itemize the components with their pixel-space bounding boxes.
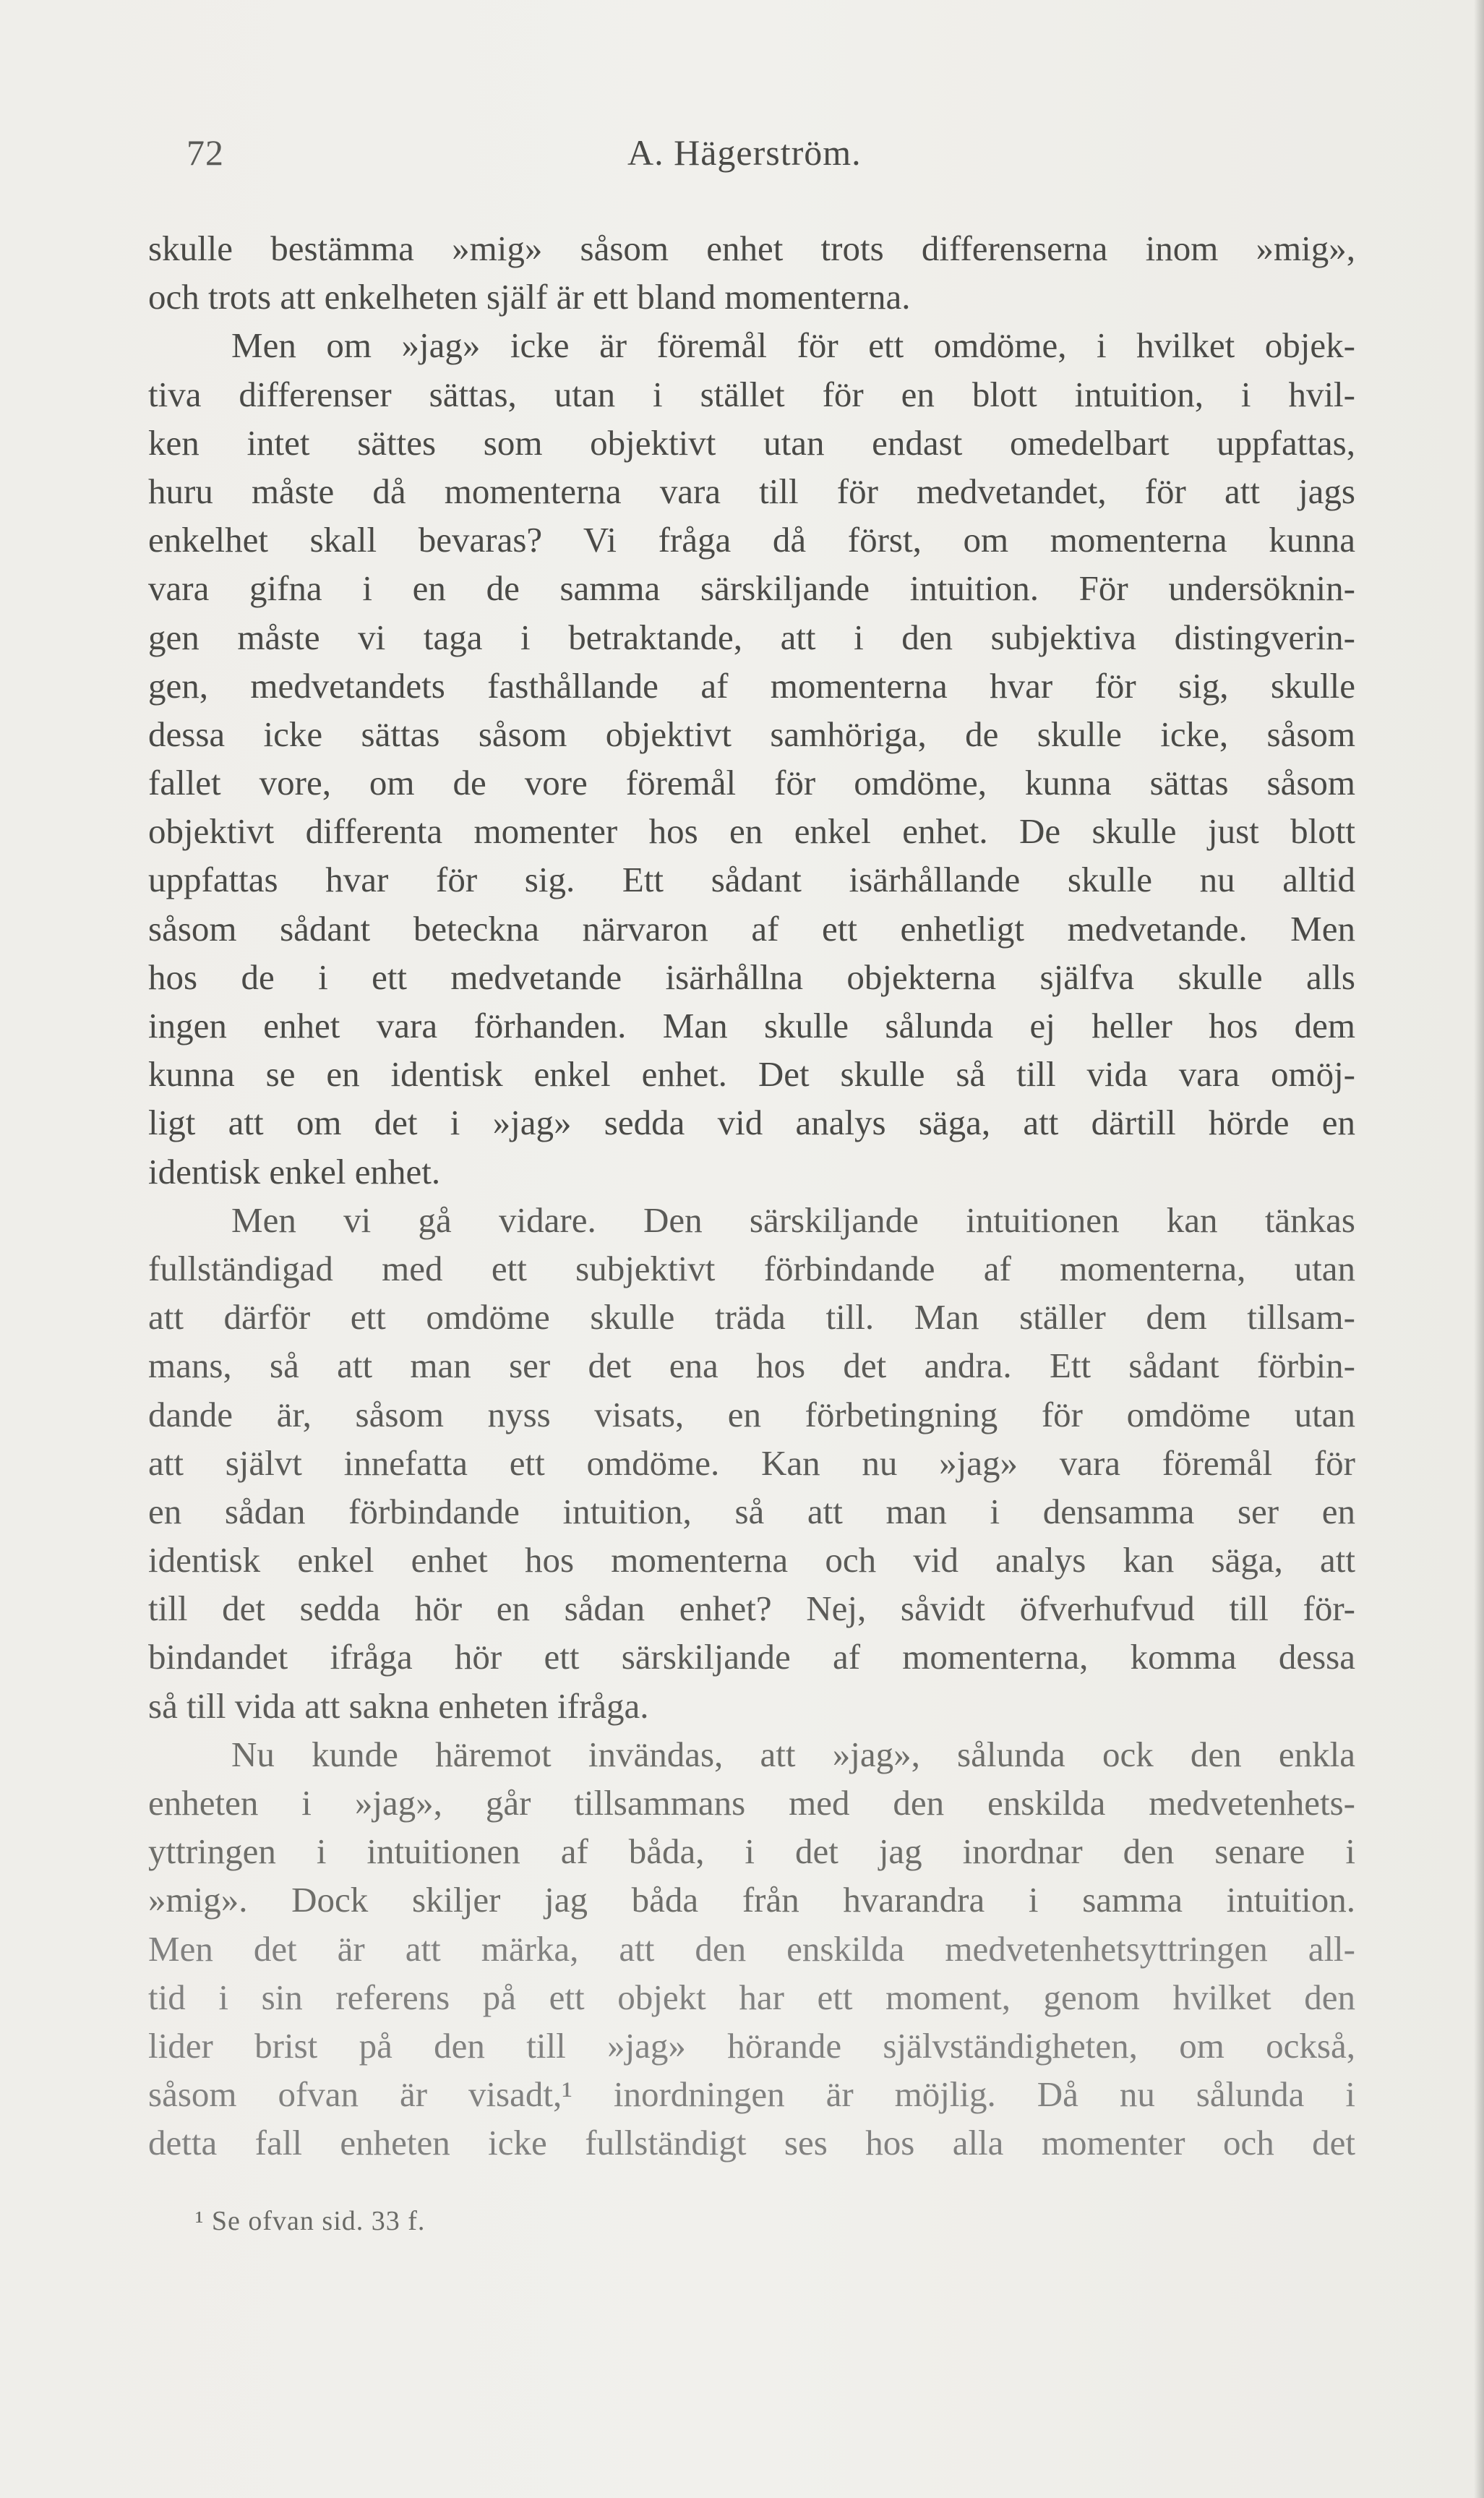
paragraph-first-line: Men vi gå vidare. Den särskiljande intuitionen kan tänkas <box>231 1199 1355 1240</box>
text-line: hos de i ett medvetande isärhållna objekterna själfva skulle alls <box>148 957 1355 997</box>
text-line: gen, medvetandets fasthållande af momenterna hvar för sig, skulle <box>148 665 1355 706</box>
text-line: såsom ofvan är visadt,¹ inordningen är möjlig. Då nu sålunda i <box>148 2074 1355 2115</box>
text-line: Men det är att märka, att den enskilda medvetenhetsyttringen all- <box>148 1928 1355 1969</box>
text-line: kunna se en identisk enkel enhet. Det skulle så till vida vara omöj- <box>148 1054 1355 1095</box>
text-line: tiva differenser sättas, utan i stället för en blott intuition, i hvil- <box>148 374 1355 414</box>
text-line: enkelhet skall bevaras? Vi fråga då först, om momenterna kunna <box>148 520 1355 560</box>
text-line: att självt innefatta ett omdöme. Kan nu »jag» vara föremål för <box>148 1442 1355 1483</box>
text-line: ken intet sättes som objektivt utan endast omedelbart uppfattas, <box>148 422 1355 463</box>
text-line: fullständigad med ett subjektivt förbindande af momenterna, utan <box>148 1248 1355 1288</box>
text-line: lider brist på den till »jag» hörande självständigheten, om också, <box>148 2025 1355 2066</box>
page-number: 72 <box>186 132 224 173</box>
text-line: ligt att om det i »jag» sedda vid analys säga, att därtill hörde en <box>148 1103 1355 1143</box>
text-line: dessa icke sättas såsom objektivt samhöriga, de skulle icke, såsom <box>148 714 1355 754</box>
text-line: enheten i »jag», går tillsammans med den enskilda medvetenhets- <box>148 1783 1355 1823</box>
text-line: gen måste vi taga i betraktande, att i den subjektiva distingverin- <box>148 617 1355 657</box>
text-line: bindandet ifråga hör ett särskiljande af momenterna, komma dessa <box>148 1637 1355 1677</box>
text-line: tid i sin referens på ett objekt har ett moment, genom hvilket den <box>148 1977 1355 2017</box>
text-line: och trots att enkelheten själf är ett bland momenterna. <box>148 277 911 317</box>
footnote: ¹ Se ofvan sid. 33 f. <box>195 2206 426 2236</box>
paragraph-first-line: Nu kunde häremot invändas, att »jag», sålunda ock den enkla <box>231 1734 1355 1774</box>
text-line: mans, så att man ser det ena hos det andra. Ett sådant förbin- <box>148 1346 1355 1386</box>
text-line: »mig». Dock skiljer jag båda från hvarandra i samma intuition. <box>148 1880 1355 1920</box>
text-line: skulle bestämma »mig» såsom enhet trots differenserna inom »mig», <box>148 228 1355 268</box>
text-line: fallet vore, om de vore föremål för omdöme, kunna sättas såsom <box>148 763 1355 803</box>
text-line: uppfattas hvar för sig. Ett sådant isärhållande skulle nu alltid <box>148 860 1355 900</box>
page-header <box>186 132 1358 182</box>
text-line: såsom sådant beteckna närvaron af ett enhetligt medvetande. Men <box>148 908 1355 949</box>
text-line: så till vida att sakna enheten ifråga. <box>148 1685 649 1726</box>
text-line: yttringen i intuitionen af båda, i det jag inordnar den senare i <box>148 1831 1355 1872</box>
text-line: en sådan förbindande intuition, så att man i densamma ser en <box>148 1491 1355 1531</box>
text-line: ingen enhet vara förhanden. Man skulle sålunda ej heller hos dem <box>148 1006 1355 1045</box>
text-line: att därför ett omdöme skulle träda till. Man ställer dem tillsam- <box>148 1297 1355 1338</box>
text-line: identisk enkel enhet. <box>148 1151 441 1192</box>
text-line: detta fall enheten icke fullständigt ses hos alla momenter och det <box>148 2123 1355 2163</box>
text-line: identisk enkel enhet hos momenterna och vid analys kan säga, att <box>148 1540 1355 1581</box>
text-line: vara gifna i en de samma särskiljande intuition. För undersöknin- <box>148 568 1355 609</box>
text-line: huru måste då momenterna vara till för medvetandet, för att jags <box>148 471 1355 511</box>
paragraph-first-line: Men om »jag» icke är föremål för ett omdöme, i hvilket objek- <box>231 325 1355 366</box>
page-edge-shadow <box>1474 0 1484 2498</box>
text-line: dande är, såsom nyss visats, en förbetingning för omdöme utan <box>148 1394 1355 1434</box>
text-line: till det sedda hör en sådan enhet? Nej, såvidt öfverhufvud till för- <box>148 1588 1355 1629</box>
running-head: A. Hägerström. <box>627 132 862 173</box>
body-text <box>148 224 1355 2168</box>
text-line: objektivt differenta momenter hos en enkel enhet. De skulle just blott <box>148 811 1355 852</box>
